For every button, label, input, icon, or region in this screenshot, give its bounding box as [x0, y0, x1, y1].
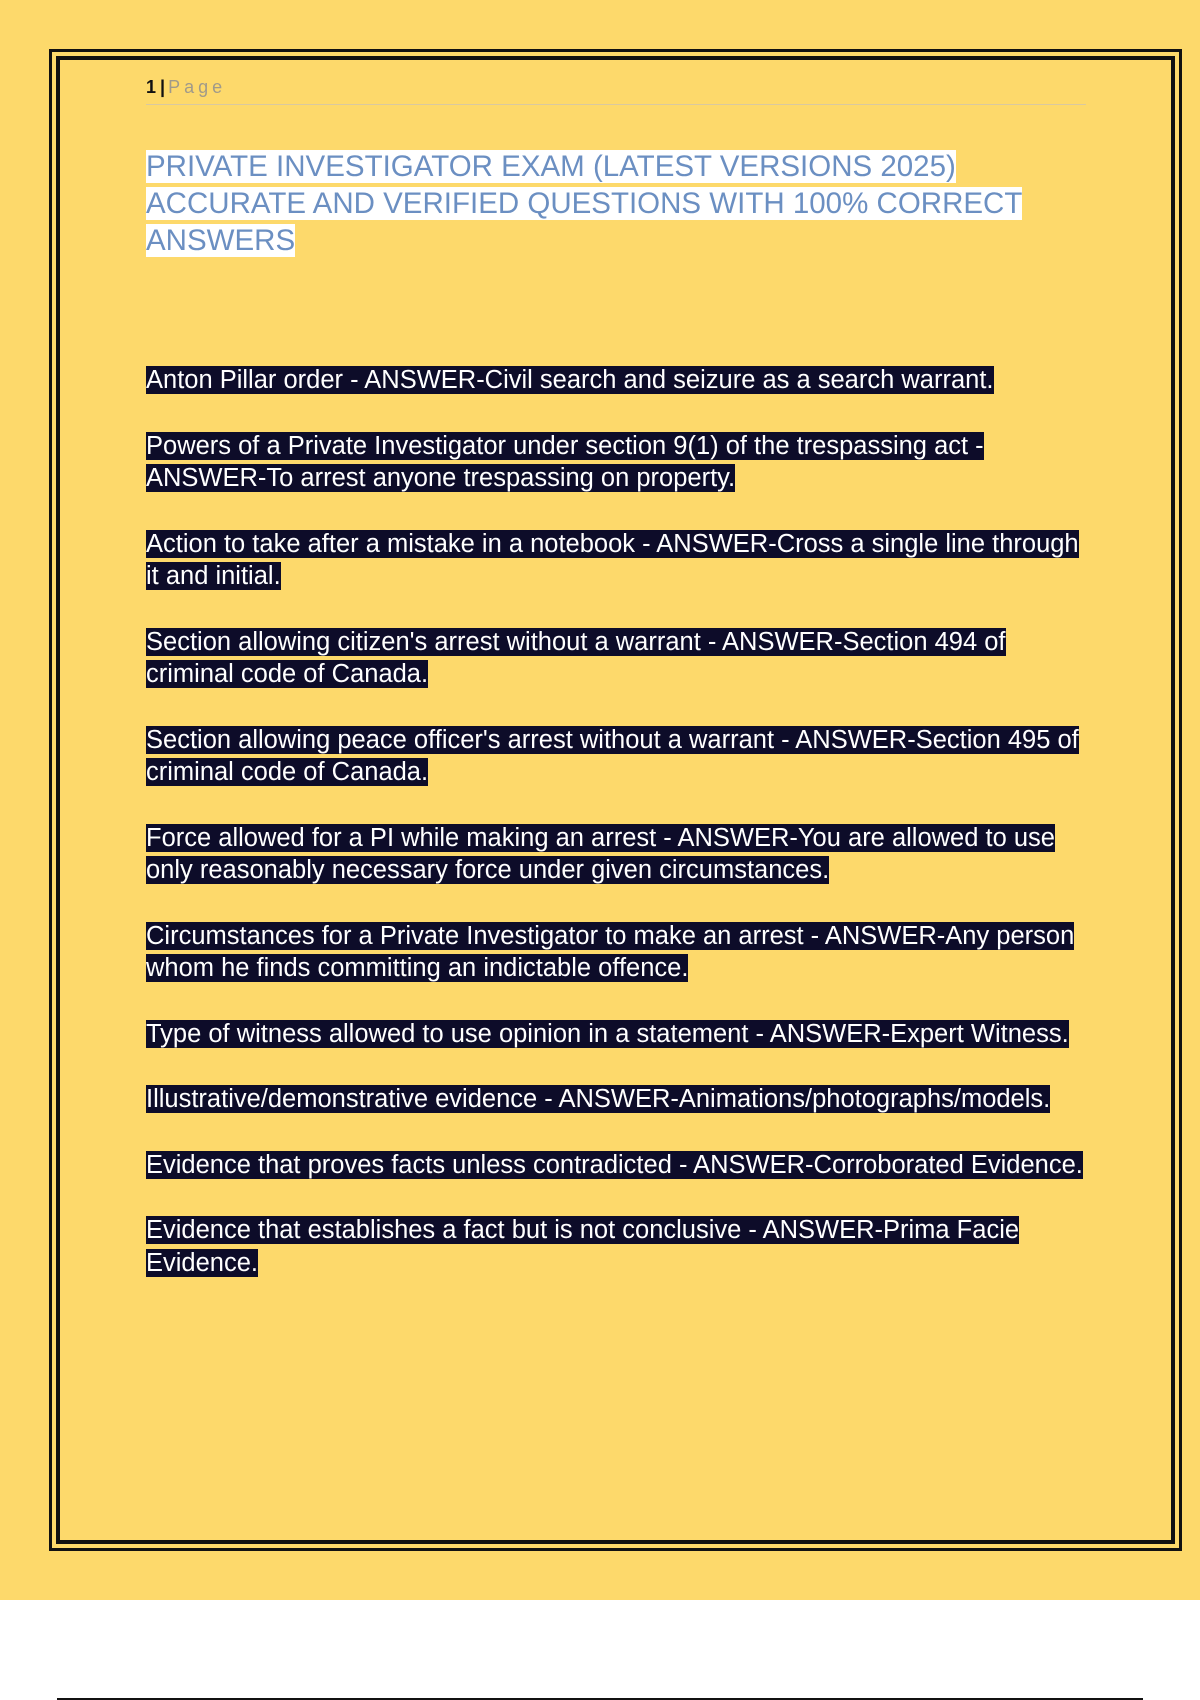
qa-item — [146, 724, 1096, 789]
qa-item-text: Action to take after a mistake in a notebook - ANSWER-Cross a single line through it and initial. — [146, 529, 1079, 590]
qa-item — [146, 1214, 1096, 1279]
qa-item-text: Anton Pillar order - ANSWER-Civil search and seizure as a search warrant. — [146, 366, 994, 394]
qa-item — [146, 364, 1096, 397]
qa-item — [146, 1149, 1096, 1182]
qa-item-text: Force allowed for a PI while making an arrest - ANSWER-You are allowed to use only reasonably necessary force under given circumstances. — [146, 823, 1055, 884]
qa-item — [146, 1083, 1096, 1116]
qa-item — [146, 822, 1096, 887]
qa-item-text: Evidence that establishes a fact but is not conclusive - ANSWER-Prima Facie Evidence. — [146, 1216, 1020, 1277]
qa-item-text: Type of witness allowed to use opinion in a statement - ANSWER-Expert Witness. — [146, 1019, 1069, 1048]
qa-item-text: Section allowing citizen's arrest without a warrant - ANSWER-Section 494 of criminal code of Canada. — [146, 627, 1006, 688]
qa-item-text: Section allowing peace officer's arrest without a warrant - ANSWER-Section 495 of criminal code of Canada. — [146, 725, 1079, 786]
qa-item-text: Powers of a Private Investigator under section 9(1) of the trespassing act - ANSWER-To arrest anyone trespassing on property. — [146, 431, 984, 492]
qa-item — [146, 430, 1096, 495]
qa-item — [146, 528, 1096, 593]
page-number: 1 — [146, 77, 157, 97]
document-title — [146, 148, 1076, 259]
qa-item — [146, 626, 1096, 691]
qa-item-text: Evidence that proves facts unless contradicted - ANSWER-Corroborated Evidence. — [146, 1150, 1083, 1179]
qa-item-text: Illustrative/demonstrative evidence - ANSWER-Animations/photographs/models. — [146, 1085, 1051, 1113]
page-separator: | — [160, 77, 166, 97]
qa-item — [146, 1018, 1096, 1051]
document-title-text: PRIVATE INVESTIGATOR EXAM (LATEST VERSIONS 2025) ACCURATE AND VERIFIED QUESTIONS WITH 100% CORRECT ANSWERS — [146, 150, 1023, 257]
qa-item-text: Circumstances for a Private Investigator to make an arrest - ANSWER-Any person whom he finds committing an indictable offence. — [146, 921, 1075, 982]
page-header — [146, 74, 1086, 105]
page-label: Page — [168, 77, 227, 97]
qa-item — [146, 920, 1096, 985]
qa-list — [146, 364, 1096, 1312]
